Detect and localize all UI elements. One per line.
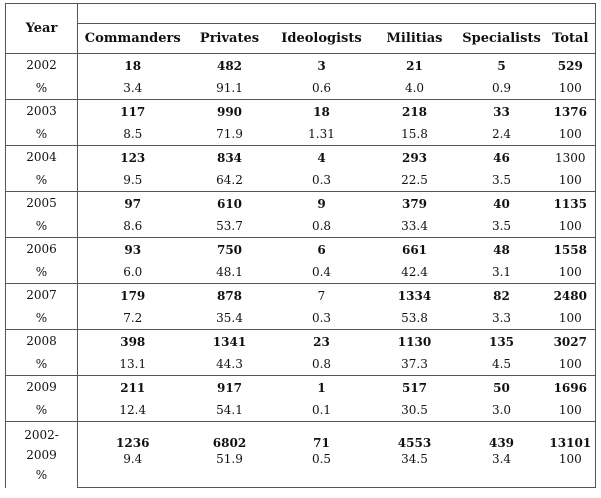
percent-cell-total: 100 xyxy=(546,78,596,100)
summary-row-percent xyxy=(6,450,596,488)
percent-cell-militias: 22.5 xyxy=(401,173,428,188)
summary-percent-label: % xyxy=(35,467,48,482)
table-row-percent xyxy=(6,400,596,422)
year-cell: 2007 xyxy=(6,284,78,308)
count-cell-specialists: 40 xyxy=(458,192,546,216)
count-cell-specialists: 48 xyxy=(458,238,546,262)
percent-cell-total: 100 xyxy=(546,262,596,284)
table-row-percent xyxy=(6,216,596,238)
percent-cell-ideologists: 0.4 xyxy=(311,265,332,280)
percent-cell-militias: 4.0 xyxy=(404,81,425,96)
count-cell-total: 1135 xyxy=(546,192,596,216)
percent-cell-ideologists: 0.8 xyxy=(311,357,332,372)
percent-label: % xyxy=(6,400,78,422)
count-cell-privates: 834 xyxy=(188,146,272,170)
percent-cell-ideologists: 0.3 xyxy=(311,173,332,188)
percent-cell-commanders: 12.4 xyxy=(119,403,147,418)
percent-cell-commanders: 9.5 xyxy=(123,173,143,188)
percent-cell-privates: 71.9 xyxy=(216,127,243,142)
year-cell: 2004 xyxy=(6,146,78,170)
percent-cell-commanders: 6.0 xyxy=(123,265,143,280)
year-cell: 2009 xyxy=(6,376,78,400)
percent-label: % xyxy=(6,216,78,238)
percent-cell-specialists: 3.5 xyxy=(491,219,512,234)
table-row-percent xyxy=(6,354,596,376)
col-header-commanders: Commanders xyxy=(78,24,188,54)
percent-label: % xyxy=(6,262,78,284)
count-cell-militias: 1334 xyxy=(372,284,458,308)
col-header-total: Total xyxy=(546,24,596,54)
table-row-counts xyxy=(6,192,596,216)
count-cell-militias: 1130 xyxy=(372,330,458,354)
count-cell-ideologists: 1 xyxy=(272,376,372,400)
count-cell-commanders: 211 xyxy=(78,376,188,400)
count-cell-ideologists: 7 xyxy=(272,284,372,308)
summary-count-militias: 4553 xyxy=(372,422,458,450)
count-cell-total: 1696 xyxy=(546,376,596,400)
count-cell-privates: 990 xyxy=(188,100,272,124)
percent-cell-commanders: 3.4 xyxy=(123,81,143,96)
summary-row-counts xyxy=(6,422,596,450)
table-row-percent xyxy=(6,308,596,330)
col-header-militias: Militias xyxy=(372,24,458,54)
percent-cell-ideologists: 0.3 xyxy=(311,311,332,326)
table-row-counts xyxy=(6,376,596,400)
count-cell-specialists: 46 xyxy=(458,146,546,170)
table-row-counts xyxy=(6,54,596,78)
percent-cell-privates: 91.1 xyxy=(216,81,243,96)
year-header: Year xyxy=(6,4,78,54)
percent-label: % xyxy=(6,124,78,146)
percent-cell-militias: 15.8 xyxy=(401,127,428,142)
percent-cell-specialists: 3.5 xyxy=(491,173,512,188)
count-cell-specialists: 135 xyxy=(458,330,546,354)
percent-cell-militias: 42.4 xyxy=(401,265,428,280)
count-cell-privates: 482 xyxy=(188,54,272,78)
year-cell: 2005 xyxy=(6,192,78,216)
year-cell: 2002 xyxy=(6,54,78,78)
percent-cell-commanders: 13.1 xyxy=(119,357,147,372)
summary-count-privates: 6802 xyxy=(188,422,272,450)
percent-cell-specialists: 4.5 xyxy=(491,357,512,372)
count-cell-militias: 517 xyxy=(372,376,458,400)
summary-percent-total: 100 xyxy=(546,450,596,488)
percent-cell-total: 100 xyxy=(546,354,596,376)
percent-cell-privates: 54.1 xyxy=(216,403,243,418)
percent-cell-specialists: 0.9 xyxy=(491,81,512,96)
summary-year-line2: 2009 xyxy=(26,447,57,462)
percent-cell-privates: 53.7 xyxy=(216,219,243,234)
count-cell-militias: 379 xyxy=(372,192,458,216)
summary-percent-commanders: 9.4 xyxy=(78,450,188,488)
count-cell-specialists: 5 xyxy=(458,54,546,78)
percent-cell-militias: 33.4 xyxy=(401,219,428,234)
summary-percent-ideologists: 0.5 xyxy=(272,450,372,488)
count-cell-total: 529 xyxy=(546,54,596,78)
count-cell-ideologists: 18 xyxy=(272,100,372,124)
count-cell-specialists: 33 xyxy=(458,100,546,124)
count-cell-commanders: 117 xyxy=(78,100,188,124)
summary-count-specialists: 439 xyxy=(458,422,546,450)
count-cell-ideologists: 6 xyxy=(272,238,372,262)
count-cell-militias: 661 xyxy=(372,238,458,262)
count-cell-total: 1376 xyxy=(546,100,596,124)
count-cell-militias: 21 xyxy=(372,54,458,78)
count-cell-commanders: 123 xyxy=(78,146,188,170)
year-cell: 2006 xyxy=(6,238,78,262)
percent-cell-total: 100 xyxy=(546,308,596,330)
count-cell-specialists: 82 xyxy=(458,284,546,308)
percent-label: % xyxy=(6,354,78,376)
percent-cell-total: 100 xyxy=(546,400,596,422)
table-row-percent xyxy=(6,262,596,284)
table-row-counts xyxy=(6,238,596,262)
percent-cell-militias: 37.3 xyxy=(401,357,428,372)
percent-cell-militias: 53.8 xyxy=(401,311,428,326)
count-cell-militias: 218 xyxy=(372,100,458,124)
table-row-percent xyxy=(6,170,596,192)
count-cell-ideologists: 3 xyxy=(272,54,372,78)
count-cell-commanders: 97 xyxy=(78,192,188,216)
percent-cell-total: 100 xyxy=(546,216,596,238)
percent-cell-specialists: 2.4 xyxy=(491,127,512,142)
summary-count-ideologists: 71 xyxy=(272,422,372,450)
percent-cell-ideologists: 0.6 xyxy=(311,81,332,96)
summary-year-cell xyxy=(6,422,78,488)
summary-year-line1: 2002- xyxy=(24,427,59,442)
column-header-row xyxy=(6,24,596,54)
count-cell-ideologists: 4 xyxy=(272,146,372,170)
count-cell-militias: 293 xyxy=(372,146,458,170)
count-cell-commanders: 18 xyxy=(78,54,188,78)
table-row-counts xyxy=(6,330,596,354)
percent-cell-commanders: 7.2 xyxy=(123,311,143,326)
col-header-specialists: Specialists xyxy=(458,24,546,54)
data-table-container xyxy=(5,3,595,493)
percent-cell-total: 100 xyxy=(546,170,596,192)
table-row-counts xyxy=(6,284,596,308)
percent-cell-ideologists: 1.31 xyxy=(308,127,335,142)
summary-percent-specialists: 3.4 xyxy=(458,450,546,488)
header-spacer xyxy=(78,4,596,24)
percent-cell-privates: 35.4 xyxy=(216,311,243,326)
percent-label: % xyxy=(6,78,78,100)
percent-label: % xyxy=(6,308,78,330)
count-cell-total: 2480 xyxy=(546,284,596,308)
count-cell-commanders: 93 xyxy=(78,238,188,262)
year-cell: 2008 xyxy=(6,330,78,354)
col-header-ideologists: Ideologists xyxy=(272,24,372,54)
table-row-counts xyxy=(6,146,596,170)
count-cell-ideologists: 9 xyxy=(272,192,372,216)
summary-percent-privates: 51.9 xyxy=(188,450,272,488)
count-cell-total: 1300 xyxy=(546,146,596,170)
percent-cell-commanders: 8.6 xyxy=(123,219,143,234)
summary-percent-militias: 34.5 xyxy=(372,450,458,488)
percent-cell-privates: 48.1 xyxy=(216,265,243,280)
data-table xyxy=(5,3,596,488)
summary-count-commanders: 1236 xyxy=(78,422,188,450)
percent-cell-specialists: 3.3 xyxy=(491,311,512,326)
percent-cell-specialists: 3.1 xyxy=(491,265,512,280)
year-cell: 2003 xyxy=(6,100,78,124)
count-cell-total: 1558 xyxy=(546,238,596,262)
percent-cell-total: 100 xyxy=(546,124,596,146)
table-row-counts xyxy=(6,100,596,124)
col-header-privates: Privates xyxy=(188,24,272,54)
count-cell-commanders: 179 xyxy=(78,284,188,308)
count-cell-privates: 917 xyxy=(188,376,272,400)
percent-cell-commanders: 8.5 xyxy=(123,127,143,142)
percent-label: % xyxy=(6,170,78,192)
percent-cell-specialists: 3.0 xyxy=(491,403,512,418)
count-cell-ideologists: 23 xyxy=(272,330,372,354)
count-cell-commanders: 398 xyxy=(78,330,188,354)
percent-cell-militias: 30.5 xyxy=(401,403,428,418)
count-cell-specialists: 50 xyxy=(458,376,546,400)
count-cell-privates: 750 xyxy=(188,238,272,262)
count-cell-total: 3027 xyxy=(546,330,596,354)
count-cell-privates: 878 xyxy=(188,284,272,308)
table-row-percent xyxy=(6,124,596,146)
percent-cell-ideologists: 0.8 xyxy=(311,219,332,234)
count-cell-privates: 610 xyxy=(188,192,272,216)
count-cell-privates: 1341 xyxy=(188,330,272,354)
table-row-percent xyxy=(6,78,596,100)
percent-cell-privates: 44.3 xyxy=(216,357,243,372)
summary-count-total: 13101 xyxy=(546,422,596,450)
percent-cell-ideologists: 0.1 xyxy=(311,403,332,418)
percent-cell-privates: 64.2 xyxy=(216,173,243,188)
